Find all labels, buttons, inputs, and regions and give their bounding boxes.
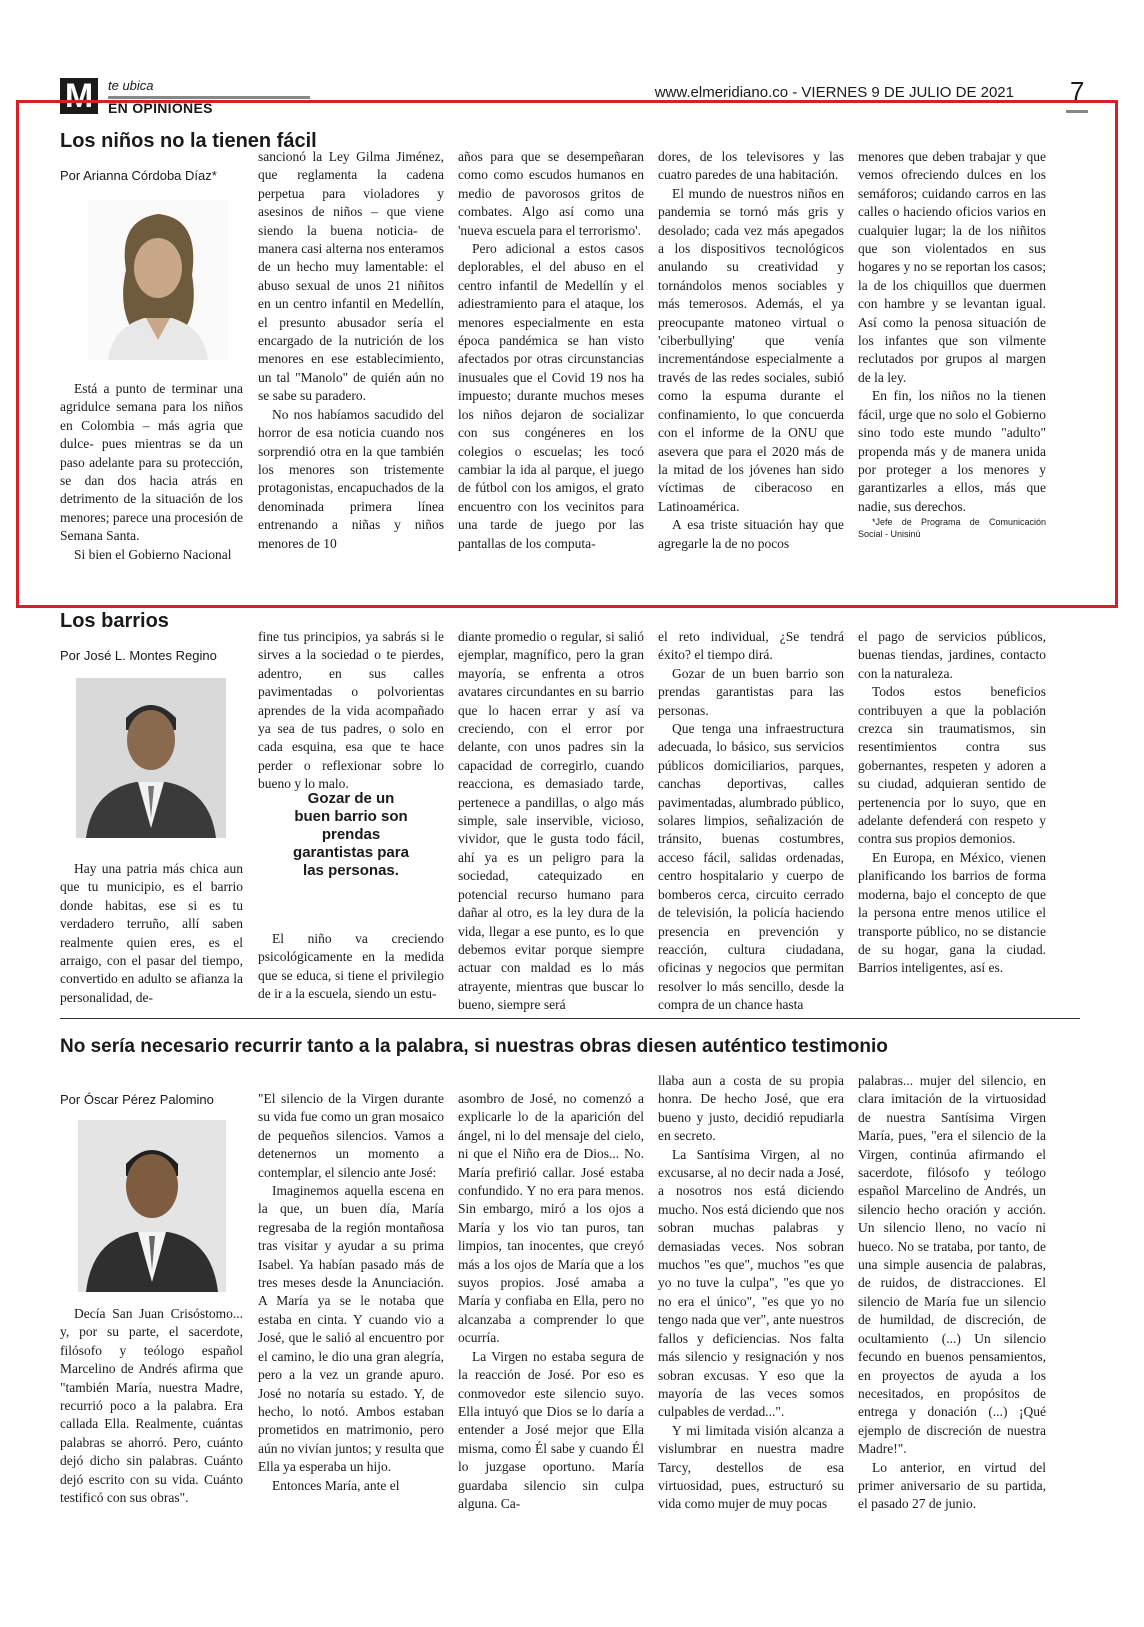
article1-column-5: menores que deben trabajar y que vemos ofreciendo dulces en los semáforos; cuidando carros en las calles o haciendo oficios varios en cualquier lugar; la de los niñitos que son violentados en sus hogares y no se reportan los casos; la de los chiquillos que duermen con hambre y se levantan igual. Así como la penosa situación de los infantes que son vilmente reclutados por grupos al margen de la ley. En fin, los niños no la tienen fácil, urge que no solo el Gobierno sino todo este mundo "adulto" propenda más y de manera unida por proteger a los menores y garantizarles a ellos, más que nadie, sus derechos. *Jefe de Programa de Comunicación Social - Unisinú xyxy=(858,149,1046,540)
article2-column-4: el reto individual, ¿Se tendrá éxito? el tiempo dirá. Gozar de un buen barrio son prendas garantistas para las personas. Que tenga una infraestructura adecuada, lo básico, sus servicios públicos domiciliarios, parques, canchas deportivas, calles pavimentadas, alumbrado público, solares limpios, señalización de tránsito, buenas costumbres, acceso fácil, salidas ordenadas, centro hospitalario y cuerpo de bomberos cerca, circuito cerrado de televisión, la policía haciendo presencia en prevención y reacción, cultura ciudadana, oficinas y negocios que permitan resolver lo más sencillo, desde la compra de un chance hasta xyxy=(658,629,844,1013)
article2-column-3: diante promedio o regular, si salió ejemplar, magnífico, pero la gran mayoría, se enfrenta a otros avatares circundantes en su barrio que lo hacen errar y así va creciendo, con el error por delante, con unos padres sin la capacidad de corregirlo, cuando reacciona, es demasiado tarde, pertenece a pandillas, o algo más simple, sale inservible, vicioso, vividor, que le gusta todo fácil, ahí ya es un peligro para la sociedad, catequizado en potencial recurso humano para dañar al otro, es la ley dura de la vida, llegar a ese punto, es lo que debemos evitar porque siempre actuar con maldad es lo más atrayente, mientras que buscar lo bueno, siempre será xyxy=(458,629,644,1013)
article2-title: Los barrios xyxy=(60,610,169,632)
article1-column-4: dores, de los televisores y las cuatro paredes de una habitación. El mundo de nuestros niños en pandemia se tornó más gris y desolado; cada vez más apegados a los dispositivos tecnológicos anulando su creatividad y tornándolos menos sociables y más temerosos. Además, el ya preocupante matoneo virtual o 'ciberbullying' que venía incrementándose especialmente a través de las redes sociales, subió como la espuma durante el confinamiento, lo que concuerda con el informe de la ONU que asevera que para el 2020 más de la mitad de los jóvenes han sido víctimas de ciberacoso en Latinoamérica. A esa triste situación hay que agregarle la de no pocos xyxy=(658,149,844,551)
article-divider xyxy=(60,1018,1080,1019)
article3-column-5: palabras... mujer del silencio, en clara imitación de la virtuosidad de nuestra Santísima Virgen María, pues, "era el silencio de la Virgen, continúa afirmando el sacerdote, filósofo y teólogo español Marcelino de Andrés, un silencio hecho oración y acción. Un silencio lleno, no vacío ni hueco. No se trataba, por tanto, de una simple ausencia de palabras, de ruidos, de distracciones. El silencio de María fue un silencio de humildad, de discreción, de ocultamiento (...) Un silencio fecundo en buenos pensamientos, en proyectos de ayuda a los necesitados, en propósitos de entrega y donación (...) ¡Qué ejemplo de discreción de nuestra Madre!". Lo anterior, en virtud del primer aniversario de su partida, el pasado 27 de junio. xyxy=(858,1073,1046,1512)
article3-byline: Por Óscar Pérez Palomino xyxy=(60,1092,214,1107)
section-title: EN OPINIONES xyxy=(108,100,213,116)
article2-column-5: el pago de servicios públicos, buenas tiendas, jardines, contacto con la naturaleza. Todos estos beneficios contribuyen a que la población crezca sin traumatismos, sin resentimientos contra sus gobernantes, respeten y adoren a su ciudad, adquieran sentido de pertenencia por lo suyo, que en adelante defenderá con respeto y contra sus propios demonios. En Europa, en México, vienen planificando los barrios de forma moderna, bajo el concepto de que la persona entre menos utilice el transporte público, no se distancie de su hogar, gana la ciudad. Barrios inteligentes, así es. xyxy=(858,629,1046,976)
article3-column-1: Decía San Juan Crisóstomo... y, por su parte, el sacerdote, filósofo y teólogo español Marcelino de Andrés afirma que "también María, nuestra Madre, recurrió poco a la palabra. Era callada Ella. Realmente, cuántas palabras se ahorró. Pero, cuánto dejó dicho sin palabras. Cuánto dejó escrito con su vida. Cuánto testificó con sus obras". xyxy=(60,1306,243,1506)
man-portrait-icon xyxy=(78,1120,226,1292)
page-number: 7 xyxy=(1070,76,1085,106)
logo-tagline: te ubica xyxy=(108,78,154,93)
author-photo-arianna xyxy=(88,200,228,360)
woman-portrait-icon xyxy=(88,200,228,360)
article3-column-4: llaba aun a costa de su propia honra. De hecho José, que era bueno y justo, decidió repudiarla en secreto. La Santísima Virgen, al no excusarse, al no decir nada a José, a nosotros nos está diciendo mucho. Nos está diciendo que nos sobran muchas palabras y demasiadas veces. Nos sobran muchos "es que", muchos "es que yo no tuve la culpa", "es que yo no era el único", "es que yo no tengo nada que ver", ante nuestros fallos y deficiencias. Nos falta más silencio y resignación y nos sobran excusas. Y eso que la mayoría de las veces somos culpables de verdad...". Y mi limitada visión alcanza a vislumbrar en nuestra madre Tarcy, destellos de esa virtuosidad, pues, estructuró su vida como mujer de muy pocas xyxy=(658,1073,844,1512)
article1-footnote: *Jefe de Programa de Comunicación Social - Unisinú xyxy=(858,517,1046,540)
article1-column-1: Está a punto de terminar una agridulce semana para los niños en Colombia – más agria que dulce- pues mientras se da un paso adelante para su protección, se dan dos hacia atrás en detrimento de la situación de los menores; parece una procesión de Semana Santa. Si bien el Gobierno Nacional xyxy=(60,381,243,562)
article1-column-3: años para que se desempeñaran como como escudos humanos en medio de pavorosos gritos de combates. Algo así como una 'nueva escuela para el terrorismo'. Pero adicional a estos casos deplorables, el del abuso en el centro infantil de Medellín y el adiestramiento para el ataque, los menores especialmente en esta época pandémica se han visto afectados por otras circunstancias inusuales que el Covid 19 nos ha impuesto; durante muchos meses los niños dejaron de socializar con sus congéneres en los colegios o escuelas; les tocó cambiar la ida al parque, el juego de fútbol con los amigos, el grato encuentro con los vecinitos para una tarde de juego por las pantallas de los computa- xyxy=(458,149,644,551)
article2-column-1: Hay una patria más chica aun que tu municipio, es el barrio donde habitas, ese si es tu verdadero terruño, allí saben realmente quien eres, es el arraigo, con el pasar del tiempo, convertido en adulto se afianza la personalidad, de- xyxy=(60,861,243,1005)
header-divider xyxy=(108,96,310,99)
author-photo-oscar xyxy=(78,1120,226,1292)
article3-column-2: "El silencio de la Virgen durante su vida fue como un gran mosaico de pequeños silencios. Vamos a detenernos un momento a contemplar, el silencio ante José: Imaginemos aquella escena en la que, un buen día, María regresaba de la región montañosa tras visitar y ayudar a su prima Isabel. Ya habían pasado más de tres meses desde la Anunciación. A María ya se le notaba que estaba en cinta. Y cuando vio a José, que le salió al encuentro por el camino, le dio una gran alegría, pero a la vez un grande apuro. José no notaría su estado. Y, de hecho, lo notó. Ambos estaban prometidos en matrimonio, pero aún no vivían juntos; y resulta que Ella ya esperaba un hijo. Entonces María, ante el xyxy=(258,1091,444,1493)
article1-column-2: sancionó la Ley Gilma Jiménez, que reglamenta la cadena perpetua para violadores y asesinos de niños – que viene siendo la buena noticia- de manera casi alterna nos enteramos de un hecho muy lamentable: el abuso sexual de unos 21 niñitos en un centro infantil en Medellín, el presunto abusador sería el encargado de la nutrición de los menores en ese establecimiento, un tal "Manolo" de quién aún no se sabe su paradero. No nos habíamos sacudido del horror de esa noticia cuando nos sorprendió otra en la que también los menores son tristemente protagonistas, encapuchados de la denominada primera línea entrenando a niñas y niños menores de 10 xyxy=(258,149,444,551)
article3-title: No sería necesario recurrir tanto a la palabra, si nuestras obras diesen auténtico testimonio xyxy=(60,1036,888,1057)
author-photo-jose xyxy=(76,678,226,838)
pull-quote: Gozar de un buen barrio son prendas garantistas para las personas. xyxy=(293,790,409,879)
article2-column-2: fine tus principios, ya sabrás si le sirves a la sociedad o te pierdes, adentro, en sus calles pavimentadas o polvorientas aprendes de la vida acompañado ya sea de tus padres, o solo en cada esquina, esa que te hace perder o reflexionar sobre lo bueno y lo malo. xyxy=(258,629,444,792)
man-portrait-icon xyxy=(76,678,226,838)
article1-byline: Por Arianna Córdoba Díaz* xyxy=(60,168,217,183)
article1-title: Los niños no la tienen fácil xyxy=(60,130,317,152)
newspaper-logo: M xyxy=(60,78,98,114)
header-date-line: www.elmeridiano.co - VIERNES 9 DE JULIO DE 2021 xyxy=(654,84,1014,101)
article2-column-2b: El niño va creciendo psicológicamente en la medida que se educa, si tiene el privilegio de ir a la escuela, siendo un estu- xyxy=(258,931,444,1002)
article2-byline: Por José L. Montes Regino xyxy=(60,648,217,663)
article3-column-3: asombro de José, no comenzó a explicarle lo de la aparición del ángel, ni lo del mensaje del cielo, ni que el Niño era de Dios... No. María prefirió callar. José estaba confundido. Y no era para menos. Sin embargo, miró a los ojos a María y los vio tan puros, tan limpios, tan inocentes, que creyó más a los ojos de María que a los suyos propios. José amaba a María y confiaba en Ella, pero no alcanzaba a comprender lo que ocurría. La Virgen no estaba segura de la reacción de José. Por eso es conmovedor este silencio suyo. Ella intuyó que Dios se lo daría a entender a José mejor que Ella misma, como Él sabe y cuando Él lo juzgase oportuno. María guardaba silencio sin culpa alguna. Ca- xyxy=(458,1091,644,1511)
